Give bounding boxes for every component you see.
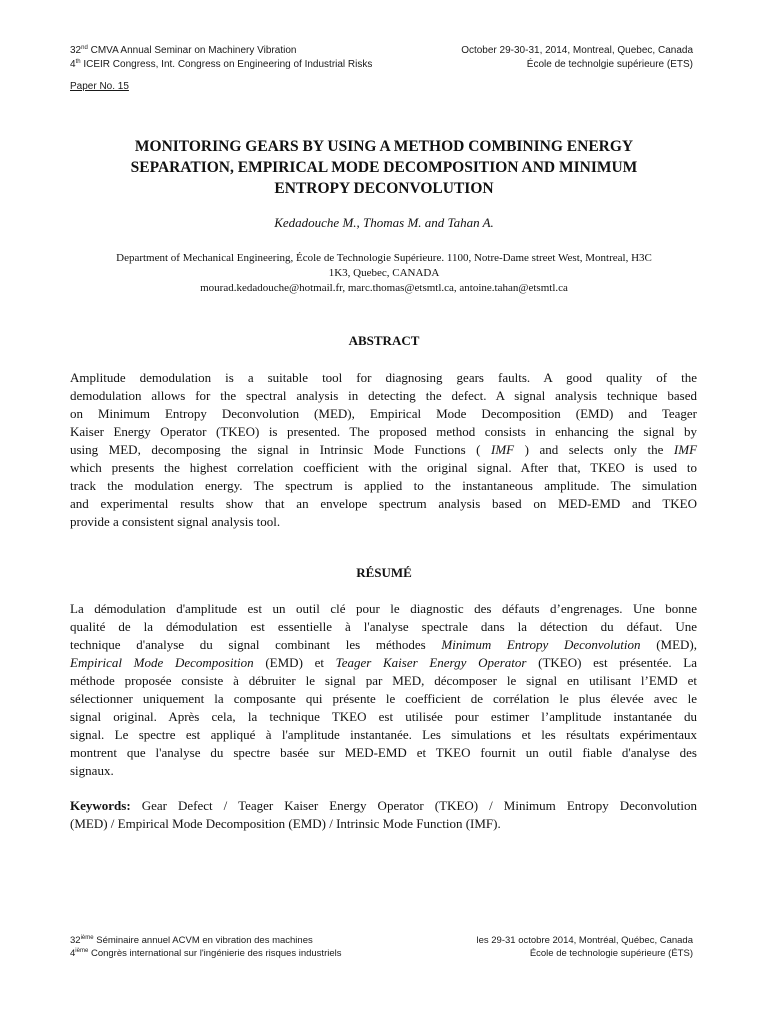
footer-date: les 29-31 octobre 2014, Montréal, Québec, Canada (476, 935, 693, 946)
footer-left (70, 934, 341, 960)
footer-congress-line: 4ième Congrès international sur l'ingénierie des risques industriels (70, 948, 342, 959)
footer-right (476, 934, 693, 960)
authors: Kedadouche M., Thomas M. and Tahan A. (274, 215, 494, 230)
header-institution: École de technolgie supérieure (ETS) (526, 59, 693, 70)
header-left (70, 44, 372, 72)
paper-title: MONITORING GEARS BY USING A METHOD COMBINING ENERGY SEPARATION, EMPIRICAL MODE DECOMPOSITION AND MINIMUM ENTROPY DECONVOLUTION (130, 138, 638, 197)
resume-heading: RÉSUMÉ (356, 565, 412, 580)
keywords: Keywords: Gear Defect / Teager Kaiser Energy Operator (TKEO) / Minimum Entropy Deconvolution (MED) / Empirical Mode Decomposition (EMD) / Intrinsic Mode Function (IMF). (70, 798, 697, 831)
abstract-heading: ABSTRACT (348, 333, 420, 348)
keywords-label: Keywords: (70, 798, 131, 813)
paper-number: Paper No. 15 (70, 81, 129, 92)
header-congress-line: 4th ICEIR Congress, Int. Congress on Engineering of Industrial Risks (70, 59, 373, 70)
affiliation: Department of Mechanical Engineering, École de Technologie Supérieure. 1100, Notre-Dame street West, Montreal, H3C 1K3, Quebec, CANADA mourad.kedadouche@hotmail.fr, marc.thomas@etsmtl.ca, antoine.tahan@etsmtl.ca (70, 251, 698, 296)
author-emails: mourad.kedadouche@hotmail.fr, marc.thomas@etsmtl.ca, antoine.tahan@etsmtl.ca (200, 282, 568, 294)
abstract-text: Amplitude demodulation is a suitable tool for diagnosing gears faults. A good quality of the demodulation allows for the spectral analysis in detecting the defect. A signal analysis technique based on Minimum Entropy Deconvolution (MED), Empirical Mode Decomposition (EMD) and Teager Kaiser Energy Operator (TKEO) is presented. The proposed method consists in enhancing the signal by using MED, decomposing the signal in Intrinsic Mode Functions ( IMF ) and selects only the IMF which presents the highest correlation coefficient with the original signal. After that, TKEO is used to track the modulation energy. The spectrum is applied to the instantaneous amplitude. The simulation and experimental results show that an envelope spectrum analysis based on MED-EMD and TKEO provide a consistent signal analysis tool. (70, 370, 698, 529)
header-seminar-line: 32nd CMVA Annual Seminar on Machinery Vibration (70, 45, 297, 56)
header-right (461, 44, 693, 72)
header-date: October 29-30-31, 2014, Montreal, Quebec, Canada (461, 45, 693, 56)
footer-seminar-line: 32ième Séminaire annuel ACVM en vibration des machines (70, 935, 313, 946)
footer-institution: École de technologie supérieure (ÉTS) (529, 948, 693, 959)
resume-text: La démodulation d'amplitude est un outil clé pour le diagnostic des défauts d’engrenages. Une bonne qualité de la démodulation est essentielle à l'analyse spectrale dans la détection du défaut. Une technique d'analyse du signal combinant les méthodes Minimum Entropy Deconvolution (MED), Empirical Mode Decomposition (EMD) et Teager Kaiser Energy Operator (TKEO) est présentée. La méthode proposée consiste à débruiter le signal par MED, décomposer le signal en utilisant l’EMD et sélectionner uniquement la composante qui présente le coefficient de corrélation le plus élevée avec le signal original. Après cela, la technique TKEO est utilisée pour estimer l’amplitude instantanée du signal. Le spectre est appliqué à l'amplitude instantanée. Les simulations et les résultats expérimentaux montrent que l'analyse du spectre basée sur MED-EMD et TKEO fournit un outil fiable d'analyse des signaux. (70, 601, 697, 778)
